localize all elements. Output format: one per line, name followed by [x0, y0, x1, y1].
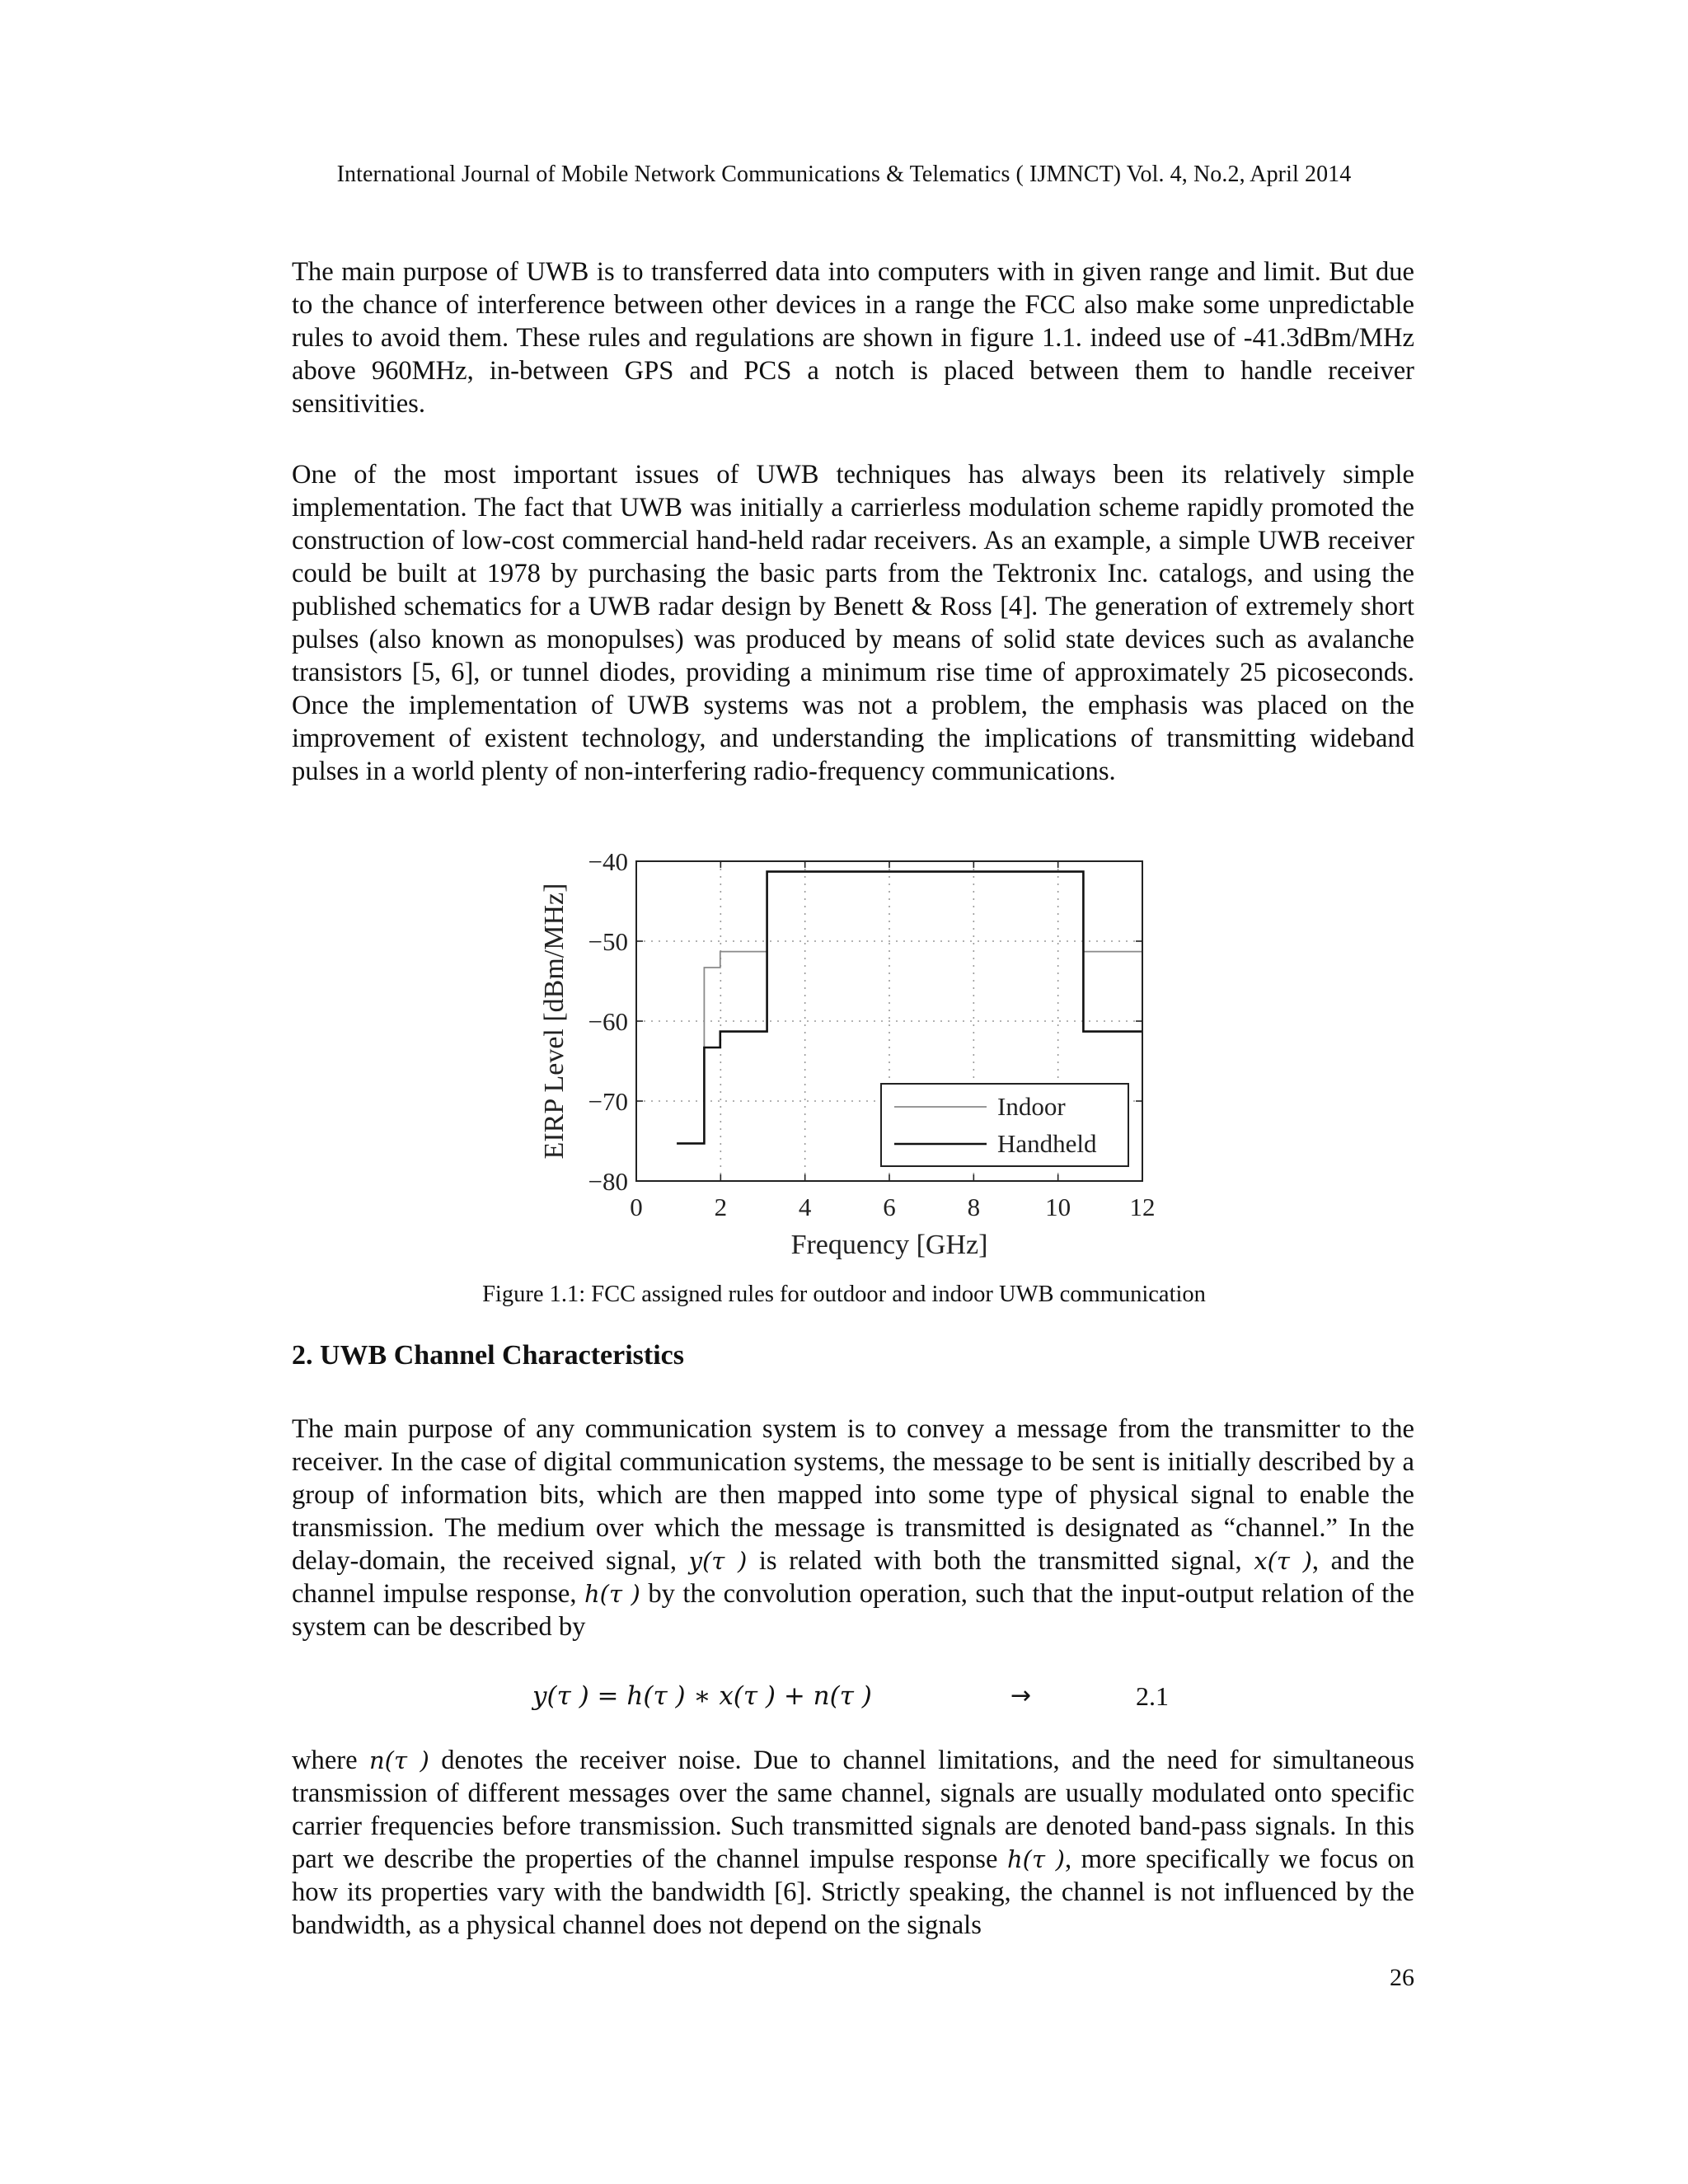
text-run: The main purpose of any communication system is to convey a message from the transmitter to the receiver. In the case of digital communication systems, the message to be sent is initially described by a group of information bits, which are then mapped into some type of physical signal to enable the transmission. The medium over which the message is transmitted is designated as “channel.” In the delay-domain, the received signal,	[292, 1414, 1414, 1576]
paragraph-uwb-purpose: The main purpose of UWB is to transferred data into computers with in given range and limit. But due to the chance of interference between other devices in a range the FCC also make some unpredictable rules to avoid them. These rules and regulations are shown in figure 1.1. indeed use of -41.3dBm/MHz above 960MHz, in-between GPS and PCS a notch is placed between them to handle receiver sensitivities.	[292, 257, 1414, 419]
y-tick-label: −50	[588, 927, 628, 956]
equation-expression: y(τ ) = h(τ ) ∗ x(τ ) + n(τ )	[532, 1681, 872, 1711]
math-n-tau: n(τ )	[369, 1746, 429, 1774]
x-tick-label: 8	[967, 1193, 981, 1221]
fcc-mask-chart	[495, 832, 1220, 1277]
paragraph-channel-intro	[292, 1413, 1414, 1643]
x-tick-label: 4	[798, 1193, 812, 1221]
paragraph-receiver-noise	[292, 1744, 1414, 1942]
figure-caption: Figure 1.1: FCC assigned rules for outdoor and indoor UWB communication	[482, 1282, 1206, 1307]
figure-fcc-mask	[495, 832, 1220, 1277]
text-run: , more specifically we focus on how its properties vary with the bandwidth [6]. Strictly speaking, the channel is not influenced by the bandwidth, as a physical channel does not depend on the signals	[292, 1844, 1414, 1940]
x-tick-label: 12	[1129, 1193, 1156, 1221]
y-tick-label: −40	[588, 847, 628, 876]
legend-label: Indoor	[997, 1092, 1066, 1121]
section-heading: 2. UWB Channel Characteristics	[292, 1340, 684, 1371]
equation-2-1	[0, 1681, 1688, 1718]
text-run: , and the channel impulse response,	[292, 1546, 1414, 1609]
y-axis-label: EIRP Level [dBm/MHz]	[539, 883, 570, 1160]
text-run: by the convolution operation, such that the input-output relation of the system can be described by	[292, 1579, 1414, 1642]
x-tick-label: 6	[883, 1193, 896, 1221]
y-tick-label: −80	[588, 1167, 628, 1196]
legend-label: Handheld	[997, 1129, 1097, 1158]
x-tick-label: 2	[714, 1193, 728, 1221]
math-x-tau: x(τ )	[1254, 1547, 1312, 1575]
text-run: is related with both the transmitted signal,	[747, 1546, 1254, 1576]
paragraph-uwb-implementation: One of the most important issues of UWB techniques has always been its relatively simple implementation. The fact that UWB was initially a carrierless modulation scheme rapidly promoted the construction of low-cost commercial hand-held radar receivers. As an example, a simple UWB receiver could be built at 1978 by purchasing the basic parts from the Tektronix Inc. catalogs, and using the published schematics for a UWB radar design by Benett & Ross [4]. The generation of extremely short pulses (also known as monopulses) was produced by means of solid state devices such as avalanche transistors [5, 6], or tunnel diodes, providing a minimum rise time of approximately 25 picoseconds. Once the implementation of UWB systems was not a problem, the emphasis was placed on the improvement of existent technology, and understanding the implications of transmitting wideband pulses in a world plenty of non-interfering radio-frequency communications.	[292, 460, 1414, 786]
page-number: 26	[1390, 1964, 1414, 1991]
y-tick-label: −70	[588, 1087, 628, 1116]
math-h-tau: h(τ )	[584, 1580, 640, 1608]
text-run: where	[292, 1746, 369, 1775]
x-tick-label: 10	[1045, 1193, 1071, 1221]
x-tick-label: 0	[630, 1193, 643, 1221]
x-axis-label: Frequency [GHz]	[790, 1230, 988, 1260]
text-run: denotes the receiver noise. Due to channel limitations, and the need for simultaneous transmission of different messages over the same channel, signals are usually modulated onto specific carrier frequencies before transmission. Such transmitted signals are denoted band-pass signals. In this part we describe the properties of the channel impulse response	[292, 1746, 1414, 1874]
arrow-icon: →	[1010, 1681, 1032, 1710]
y-tick-label: −60	[588, 1007, 628, 1036]
equation-number: 2.1	[1136, 1681, 1169, 1711]
journal-header: International Journal of Mobile Network Communications & Telematics ( IJMNCT) Vol. 4, No.2, April 2014	[336, 162, 1352, 187]
math-y-tau: y(τ )	[688, 1547, 748, 1575]
math-h-tau: h(τ )	[1006, 1845, 1065, 1873]
